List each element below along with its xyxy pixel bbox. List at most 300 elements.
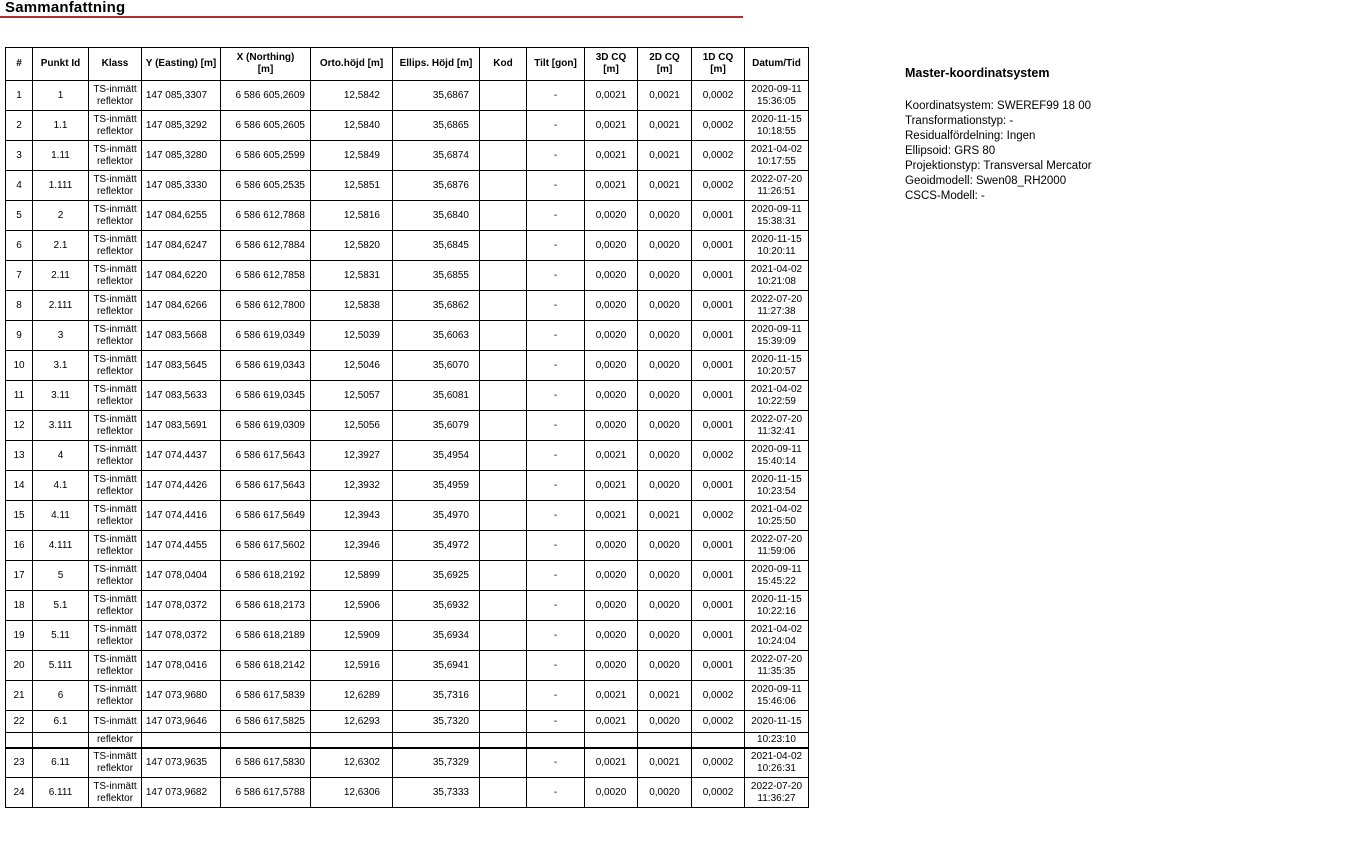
cell-ellips-hojd: 35,7329 <box>393 748 480 778</box>
cell-tilt: - <box>527 201 585 231</box>
cell-punkt-id: 6.1 <box>33 711 89 733</box>
table-row <box>6 171 809 201</box>
cell-cq-2d: 0,0020 <box>638 531 692 561</box>
cell-datum-tid: 2020-11-15 10:20:57 <box>745 351 809 381</box>
panel-line: Projektionstyp: Transversal Mercator <box>905 160 1092 172</box>
cell-cq-3d: 0,0020 <box>585 531 638 561</box>
cell-punkt-id: 4.11 <box>33 501 89 531</box>
cell-datum-tid: 2020-11-15 10:22:16 <box>745 591 809 621</box>
cell-orto-hojd: 12,6289 <box>311 681 393 711</box>
cell-index: 7 <box>6 261 33 291</box>
cell-tilt: - <box>527 111 585 141</box>
cell-index: 13 <box>6 441 33 471</box>
cell-cq-2d: 0,0020 <box>638 321 692 351</box>
cell-kod <box>480 411 527 441</box>
cell-klass: TS-inmätt reflektor <box>89 411 142 441</box>
cell-x-northing: 6 586 605,2599 <box>221 141 311 171</box>
cell-punkt-id: 4 <box>33 441 89 471</box>
cell-klass: TS-inmätt reflektor <box>89 441 142 471</box>
cell-orto-hojd: 12,5909 <box>311 621 393 651</box>
cell-kod <box>480 733 527 748</box>
cell-x-northing: 6 586 605,2609 <box>221 81 311 111</box>
cell-orto-hojd: 12,5056 <box>311 411 393 441</box>
cell-cq-2d: 0,0020 <box>638 561 692 591</box>
master-coordinate-panel <box>905 66 1245 204</box>
cell-cq-2d: 0,0021 <box>638 171 692 201</box>
cell-x-northing: 6 586 617,5825 <box>221 711 311 733</box>
cell-tilt: - <box>527 651 585 681</box>
cell-index: 19 <box>6 621 33 651</box>
cell-kod <box>480 111 527 141</box>
table-row <box>6 651 809 681</box>
cell-punkt-id: 5 <box>33 561 89 591</box>
column-header-x-northing: X (Northing) [m] <box>221 48 311 81</box>
cell-punkt-id: 3.111 <box>33 411 89 441</box>
cell-cq-3d: 0,0020 <box>585 381 638 411</box>
cell-punkt-id: 2.11 <box>33 261 89 291</box>
cell-ellips-hojd: 35,6867 <box>393 81 480 111</box>
table-row <box>6 291 809 321</box>
cell-tilt: - <box>527 321 585 351</box>
cell-klass: TS-inmätt <box>89 711 142 733</box>
cell-datum-tid: 2020-09-11 15:39:09 <box>745 321 809 351</box>
cell-cq-2d: 0,0021 <box>638 111 692 141</box>
table-row <box>6 748 809 778</box>
cell-punkt-id: 5.11 <box>33 621 89 651</box>
cell-datum-tid: 2022-07-20 11:27:38 <box>745 291 809 321</box>
table-header <box>6 48 809 81</box>
cell-cq-1d: 0,0001 <box>692 351 745 381</box>
cell-cq-1d: 0,0002 <box>692 711 745 733</box>
cell-tilt: - <box>527 81 585 111</box>
cell-punkt-id: 3.1 <box>33 351 89 381</box>
cell-orto-hojd: 12,5816 <box>311 201 393 231</box>
cell-klass: TS-inmätt reflektor <box>89 201 142 231</box>
cell-kod <box>480 591 527 621</box>
cell-index: 1 <box>6 81 33 111</box>
cell-cq-3d: 0,0020 <box>585 591 638 621</box>
cell-kod <box>480 681 527 711</box>
cell-punkt-id: 6.11 <box>33 748 89 778</box>
cell-cq-3d: 0,0021 <box>585 441 638 471</box>
column-header-ellips-hojd: Ellips. Höjd [m] <box>393 48 480 81</box>
cell-x-northing <box>221 733 311 748</box>
cell-tilt: - <box>527 231 585 261</box>
cell-kod <box>480 171 527 201</box>
cell-y-easting: 147 074,4416 <box>142 501 221 531</box>
cell-klass: TS-inmätt reflektor <box>89 81 142 111</box>
cell-cq-2d <box>638 733 692 748</box>
cell-datum-tid: 2022-07-20 11:26:51 <box>745 171 809 201</box>
cell-x-northing: 6 586 619,0345 <box>221 381 311 411</box>
table-row <box>6 441 809 471</box>
cell-klass: TS-inmätt reflektor <box>89 111 142 141</box>
cell-y-easting: 147 073,9682 <box>142 778 221 808</box>
cell-punkt-id: 6 <box>33 681 89 711</box>
panel-line: Ellipsoid: GRS 80 <box>905 145 996 157</box>
column-header-tilt: Tilt [gon] <box>527 48 585 81</box>
cell-cq-2d: 0,0020 <box>638 351 692 381</box>
cell-klass: TS-inmätt reflektor <box>89 778 142 808</box>
cell-orto-hojd: 12,5046 <box>311 351 393 381</box>
cell-cq-3d: 0,0020 <box>585 291 638 321</box>
cell-orto-hojd: 12,5057 <box>311 381 393 411</box>
cell-index: 24 <box>6 778 33 808</box>
cell-y-easting: 147 084,6266 <box>142 291 221 321</box>
cell-cq-3d: 0,0020 <box>585 351 638 381</box>
cell-orto-hojd: 12,5820 <box>311 231 393 261</box>
cell-cq-3d: 0,0020 <box>585 651 638 681</box>
cell-orto-hojd: 12,5838 <box>311 291 393 321</box>
cell-cq-2d: 0,0020 <box>638 778 692 808</box>
cell-klass: reflektor <box>89 733 142 748</box>
cell-cq-1d: 0,0002 <box>692 748 745 778</box>
cell-x-northing: 6 586 617,5788 <box>221 778 311 808</box>
table-row <box>6 111 809 141</box>
cell-cq-2d: 0,0020 <box>638 651 692 681</box>
cell-cq-2d: 0,0021 <box>638 681 692 711</box>
page-title: Sammanfattning <box>5 0 126 16</box>
cell-klass: TS-inmätt reflektor <box>89 171 142 201</box>
cell-ellips-hojd: 35,6932 <box>393 591 480 621</box>
column-header-punkt-id: Punkt Id <box>33 48 89 81</box>
cell-y-easting: 147 085,3280 <box>142 141 221 171</box>
cell-cq-1d: 0,0002 <box>692 171 745 201</box>
cell-cq-3d: 0,0020 <box>585 561 638 591</box>
cell-cq-2d: 0,0020 <box>638 261 692 291</box>
cell-datum-tid: 2021-04-02 10:26:31 <box>745 748 809 778</box>
cell-cq-2d: 0,0020 <box>638 411 692 441</box>
cell-punkt-id: 2.1 <box>33 231 89 261</box>
cell-ellips-hojd: 35,4972 <box>393 531 480 561</box>
cell-orto-hojd: 12,5842 <box>311 81 393 111</box>
cell-cq-1d: 0,0001 <box>692 591 745 621</box>
cell-orto-hojd: 12,5916 <box>311 651 393 681</box>
cell-x-northing: 6 586 619,0349 <box>221 321 311 351</box>
cell-ellips-hojd: 35,6840 <box>393 201 480 231</box>
cell-kod <box>480 321 527 351</box>
cell-y-easting: 147 073,9680 <box>142 681 221 711</box>
cell-klass: TS-inmätt reflektor <box>89 681 142 711</box>
cell-index: 4 <box>6 171 33 201</box>
cell-x-northing: 6 586 605,2605 <box>221 111 311 141</box>
cell-kod <box>480 471 527 501</box>
cell-cq-3d: 0,0020 <box>585 231 638 261</box>
cell-klass: TS-inmätt reflektor <box>89 231 142 261</box>
cell-cq-1d: 0,0001 <box>692 231 745 261</box>
cell-orto-hojd: 12,6306 <box>311 778 393 808</box>
cell-cq-1d: 0,0002 <box>692 81 745 111</box>
cell-cq-1d: 0,0002 <box>692 778 745 808</box>
cell-x-northing: 6 586 618,2192 <box>221 561 311 591</box>
table-row <box>6 141 809 171</box>
cell-orto-hojd: 12,3932 <box>311 471 393 501</box>
table-row <box>6 321 809 351</box>
cell-cq-1d <box>692 733 745 748</box>
column-header-index: # <box>6 48 33 81</box>
table-row <box>6 201 809 231</box>
cell-klass: TS-inmätt reflektor <box>89 561 142 591</box>
cell-y-easting: 147 083,5645 <box>142 351 221 381</box>
cell-index <box>6 733 33 748</box>
cell-kod <box>480 261 527 291</box>
cell-punkt-id <box>33 733 89 748</box>
cell-index: 10 <box>6 351 33 381</box>
cell-ellips-hojd: 35,4959 <box>393 471 480 501</box>
cell-index: 8 <box>6 291 33 321</box>
cell-y-easting: 147 083,5633 <box>142 381 221 411</box>
cell-punkt-id: 1 <box>33 81 89 111</box>
cell-tilt <box>527 733 585 748</box>
cell-datum-tid: 2022-07-20 11:35:35 <box>745 651 809 681</box>
cell-x-northing: 6 586 618,2142 <box>221 651 311 681</box>
cell-kod <box>480 711 527 733</box>
panel-line: CSCS-Modell: - <box>905 190 985 202</box>
cell-tilt: - <box>527 561 585 591</box>
cell-cq-2d: 0,0021 <box>638 81 692 111</box>
cell-cq-1d: 0,0001 <box>692 411 745 441</box>
cell-klass: TS-inmätt reflektor <box>89 291 142 321</box>
cell-tilt: - <box>527 531 585 561</box>
cell-cq-2d: 0,0020 <box>638 711 692 733</box>
cell-cq-2d: 0,0020 <box>638 441 692 471</box>
cell-ellips-hojd: 35,6874 <box>393 141 480 171</box>
cell-kod <box>480 231 527 261</box>
cell-y-easting: 147 078,0372 <box>142 591 221 621</box>
cell-x-northing: 6 586 617,5649 <box>221 501 311 531</box>
cell-orto-hojd: 12,6302 <box>311 748 393 778</box>
cell-tilt: - <box>527 778 585 808</box>
table-row <box>6 261 809 291</box>
cell-datum-tid: 2020-09-11 15:40:14 <box>745 441 809 471</box>
cell-cq-3d: 0,0020 <box>585 411 638 441</box>
cell-ellips-hojd: 35,6081 <box>393 381 480 411</box>
cell-cq-1d: 0,0001 <box>692 651 745 681</box>
cell-tilt: - <box>527 501 585 531</box>
cell-tilt: - <box>527 748 585 778</box>
table-row <box>6 411 809 441</box>
cell-cq-1d: 0,0001 <box>692 291 745 321</box>
cell-klass: TS-inmätt reflektor <box>89 748 142 778</box>
cell-ellips-hojd: 35,4970 <box>393 501 480 531</box>
cell-cq-2d: 0,0020 <box>638 291 692 321</box>
table-row <box>6 81 809 111</box>
cell-cq-3d: 0,0021 <box>585 171 638 201</box>
cell-x-northing: 6 586 617,5839 <box>221 681 311 711</box>
cell-tilt: - <box>527 171 585 201</box>
cell-punkt-id: 1.1 <box>33 111 89 141</box>
cell-cq-3d: 0,0021 <box>585 501 638 531</box>
cell-datum-tid: 2022-07-20 11:32:41 <box>745 411 809 441</box>
cell-kod <box>480 141 527 171</box>
cell-kod <box>480 748 527 778</box>
cell-orto-hojd: 12,5831 <box>311 261 393 291</box>
cell-datum-tid: 2021-04-02 10:24:04 <box>745 621 809 651</box>
cell-klass: TS-inmätt reflektor <box>89 591 142 621</box>
cell-tilt: - <box>527 711 585 733</box>
table-row <box>6 681 809 711</box>
cell-y-easting: 147 074,4426 <box>142 471 221 501</box>
cell-cq-3d: 0,0020 <box>585 201 638 231</box>
cell-datum-tid: 2020-11-15 10:18:55 <box>745 111 809 141</box>
cell-kod <box>480 441 527 471</box>
cell-ellips-hojd: 35,6862 <box>393 291 480 321</box>
cell-kod <box>480 621 527 651</box>
table-row <box>6 501 809 531</box>
cell-index: 3 <box>6 141 33 171</box>
cell-punkt-id: 3 <box>33 321 89 351</box>
table-row <box>6 351 809 381</box>
panel-line: Geoidmodell: Swen08_RH2000 <box>905 175 1067 187</box>
cell-klass: TS-inmätt reflektor <box>89 261 142 291</box>
cell-y-easting: 147 084,6255 <box>142 201 221 231</box>
cell-index: 21 <box>6 681 33 711</box>
cell-cq-1d: 0,0002 <box>692 141 745 171</box>
cell-orto-hojd: 12,3927 <box>311 441 393 471</box>
cell-x-northing: 6 586 618,2173 <box>221 591 311 621</box>
cell-cq-3d: 0,0021 <box>585 111 638 141</box>
cell-cq-3d: 0,0021 <box>585 471 638 501</box>
cell-index: 15 <box>6 501 33 531</box>
cell-kod <box>480 531 527 561</box>
table-row-continuation <box>6 733 809 748</box>
cell-ellips-hojd: 35,7333 <box>393 778 480 808</box>
cell-index: 17 <box>6 561 33 591</box>
cell-ellips-hojd: 35,7320 <box>393 711 480 733</box>
cell-cq-1d: 0,0001 <box>692 201 745 231</box>
cell-y-easting: 147 083,5691 <box>142 411 221 441</box>
cell-x-northing: 6 586 617,5643 <box>221 471 311 501</box>
cell-kod <box>480 501 527 531</box>
cell-index: 14 <box>6 471 33 501</box>
cell-cq-2d: 0,0021 <box>638 501 692 531</box>
cell-klass: TS-inmätt reflektor <box>89 381 142 411</box>
cell-y-easting: 147 085,3292 <box>142 111 221 141</box>
cell-cq-3d: 0,0020 <box>585 321 638 351</box>
cell-ellips-hojd: 35,4954 <box>393 441 480 471</box>
panel-title: Master-koordinatsystem <box>905 66 1050 80</box>
cell-kod <box>480 201 527 231</box>
cell-index: 16 <box>6 531 33 561</box>
cell-punkt-id: 2.111 <box>33 291 89 321</box>
column-header-klass: Klass <box>89 48 142 81</box>
cell-kod <box>480 561 527 591</box>
cell-tilt: - <box>527 621 585 651</box>
cell-cq-2d: 0,0021 <box>638 748 692 778</box>
cell-orto-hojd: 12,5039 <box>311 321 393 351</box>
cell-kod <box>480 291 527 321</box>
cell-cq-1d: 0,0001 <box>692 381 745 411</box>
cell-cq-1d: 0,0001 <box>692 261 745 291</box>
cell-datum-tid: 2020-09-11 15:36:05 <box>745 81 809 111</box>
cell-cq-1d: 0,0001 <box>692 531 745 561</box>
cell-cq-3d: 0,0021 <box>585 711 638 733</box>
column-header-cq-2d: 2D CQ [m] <box>638 48 692 81</box>
column-header-datum-tid: Datum/Tid <box>745 48 809 81</box>
cell-tilt: - <box>527 291 585 321</box>
cell-orto-hojd: 12,3946 <box>311 531 393 561</box>
column-header-kod: Kod <box>480 48 527 81</box>
cell-x-northing: 6 586 619,0309 <box>221 411 311 441</box>
cell-punkt-id: 4.1 <box>33 471 89 501</box>
table-row <box>6 711 809 733</box>
cell-x-northing: 6 586 617,5643 <box>221 441 311 471</box>
cell-tilt: - <box>527 411 585 441</box>
cell-x-northing: 6 586 612,7800 <box>221 291 311 321</box>
summary-table <box>5 47 809 808</box>
cell-y-easting: 147 083,5668 <box>142 321 221 351</box>
cell-datum-tid: 10:23:10 <box>745 733 809 748</box>
cell-orto-hojd: 12,5851 <box>311 171 393 201</box>
cell-cq-3d: 0,0021 <box>585 81 638 111</box>
cell-cq-2d: 0,0020 <box>638 231 692 261</box>
table-row <box>6 531 809 561</box>
cell-kod <box>480 81 527 111</box>
cell-datum-tid: 2021-04-02 10:25:50 <box>745 501 809 531</box>
cell-ellips-hojd: 35,6865 <box>393 111 480 141</box>
cell-datum-tid: 2020-09-11 15:38:31 <box>745 201 809 231</box>
cell-orto-hojd: 12,5840 <box>311 111 393 141</box>
cell-klass: TS-inmätt reflektor <box>89 141 142 171</box>
column-header-cq-3d: 3D CQ [m] <box>585 48 638 81</box>
cell-index: 2 <box>6 111 33 141</box>
cell-y-easting: 147 073,9646 <box>142 711 221 733</box>
cell-ellips-hojd: 35,6934 <box>393 621 480 651</box>
cell-ellips-hojd: 35,6845 <box>393 231 480 261</box>
column-header-orto-hojd: Orto.höjd [m] <box>311 48 393 81</box>
cell-orto-hojd: 12,6293 <box>311 711 393 733</box>
cell-cq-2d: 0,0021 <box>638 141 692 171</box>
cell-index: 23 <box>6 748 33 778</box>
cell-y-easting: 147 085,3307 <box>142 81 221 111</box>
table-row <box>6 561 809 591</box>
cell-tilt: - <box>527 441 585 471</box>
cell-y-easting: 147 078,0404 <box>142 561 221 591</box>
cell-klass: TS-inmätt reflektor <box>89 471 142 501</box>
cell-x-northing: 6 586 605,2535 <box>221 171 311 201</box>
cell-cq-1d: 0,0001 <box>692 621 745 651</box>
cell-ellips-hojd: 35,7316 <box>393 681 480 711</box>
cell-punkt-id: 5.111 <box>33 651 89 681</box>
cell-cq-1d: 0,0001 <box>692 321 745 351</box>
panel-lines <box>905 99 1245 204</box>
cell-cq-1d: 0,0002 <box>692 441 745 471</box>
cell-datum-tid: 2020-09-11 15:46:06 <box>745 681 809 711</box>
cell-datum-tid: 2021-04-02 10:21:08 <box>745 261 809 291</box>
cell-ellips-hojd: 35,6079 <box>393 411 480 441</box>
cell-cq-1d: 0,0001 <box>692 561 745 591</box>
cell-y-easting: 147 074,4437 <box>142 441 221 471</box>
table-row <box>6 621 809 651</box>
column-header-cq-1d: 1D CQ [m] <box>692 48 745 81</box>
cell-orto-hojd <box>311 733 393 748</box>
cell-ellips-hojd: 35,6876 <box>393 171 480 201</box>
cell-cq-2d: 0,0020 <box>638 621 692 651</box>
cell-kod <box>480 651 527 681</box>
cell-ellips-hojd <box>393 733 480 748</box>
cell-datum-tid: 2022-07-20 11:36:27 <box>745 778 809 808</box>
cell-punkt-id: 5.1 <box>33 591 89 621</box>
panel-line: Koordinatsystem: SWEREF99 18 00 <box>905 100 1091 112</box>
cell-tilt: - <box>527 681 585 711</box>
table-row <box>6 381 809 411</box>
cell-punkt-id: 1.111 <box>33 171 89 201</box>
cell-cq-2d: 0,0020 <box>638 471 692 501</box>
cell-index: 9 <box>6 321 33 351</box>
cell-punkt-id: 2 <box>33 201 89 231</box>
cell-cq-3d: 0,0020 <box>585 621 638 651</box>
cell-klass: TS-inmätt reflektor <box>89 351 142 381</box>
